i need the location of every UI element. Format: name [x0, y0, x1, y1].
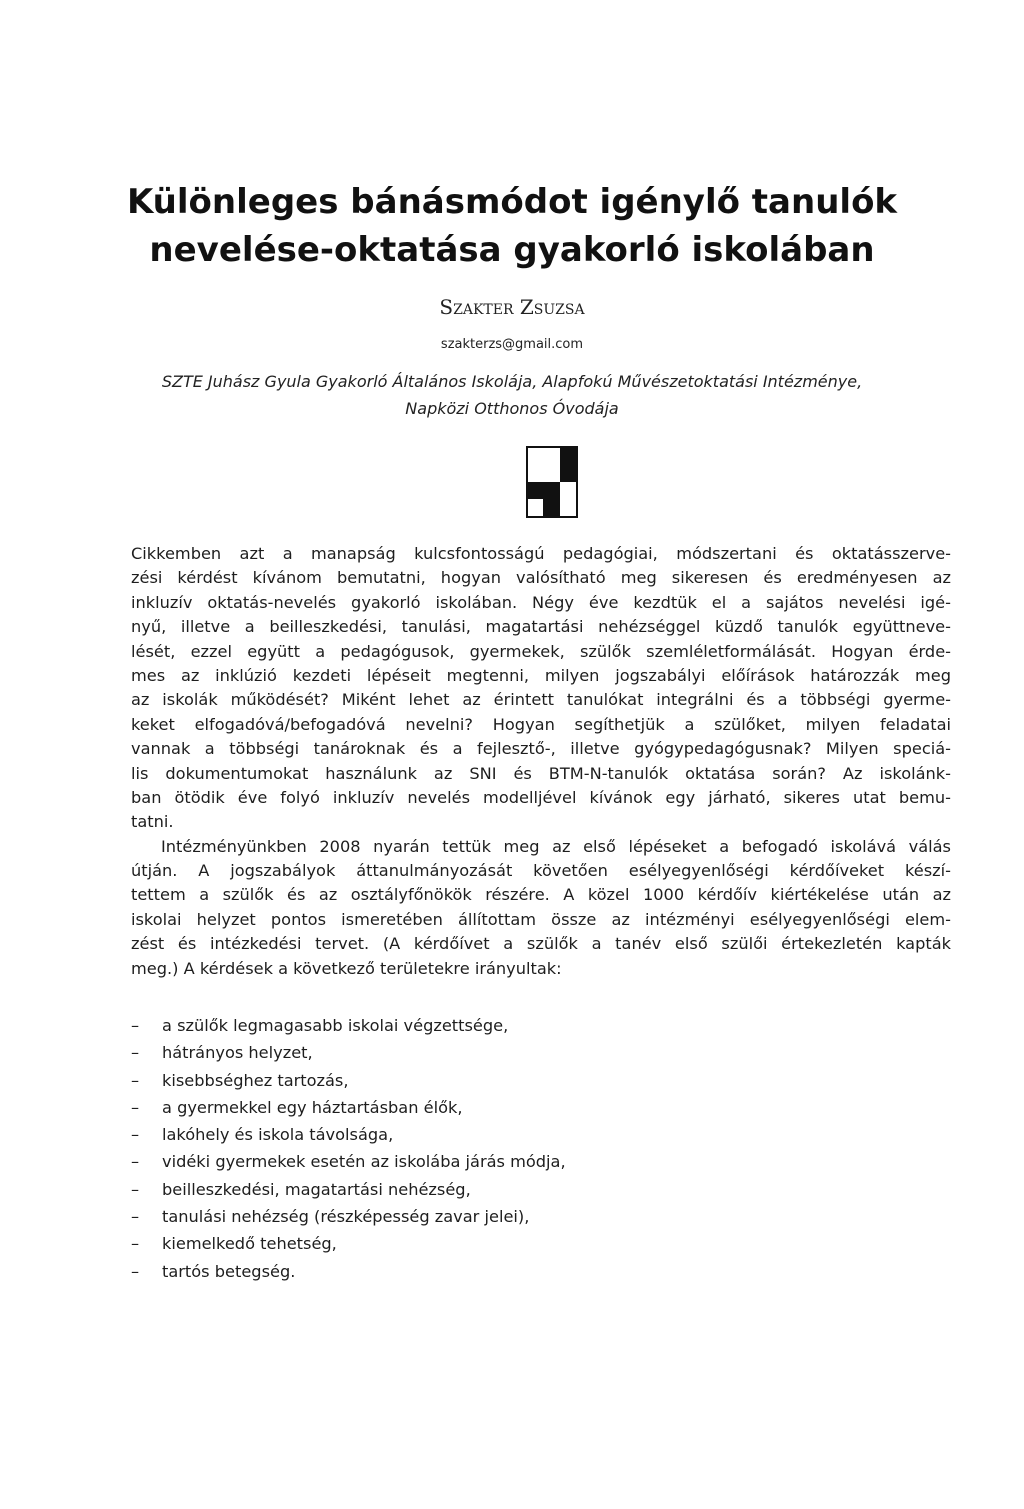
list-bullet: – — [131, 1207, 140, 1227]
question-topics-list — [131, 1012, 831, 1285]
text-line: meg.) A kérdések a következő területekre irányultak: — [131, 958, 562, 978]
text-line: Intézményünkben 2008 nyarán tettük meg az első lépéseket a befogadó iskolává válás — [161, 836, 951, 856]
list-item — [131, 1121, 831, 1148]
text-line: ban ötödik éve folyó inkluzív nevelés modelljével kívánok egy járható, sikeres utat bemu- — [131, 787, 951, 807]
article-title-line-2: nevelése-oktatása gyakorló iskolában — [149, 230, 875, 270]
list-bullet: – — [131, 1070, 140, 1090]
journal-logo-icon — [526, 446, 578, 518]
list-bullet: – — [131, 1152, 140, 1172]
text-line: tatni. — [131, 812, 174, 832]
text-line: mes az inklúzió kezdeti lépéseit megtenni, milyen jogszabályi előírások határozzák meg — [131, 665, 951, 685]
text-line: inkluzív oktatás-nevelés gyakorló iskolában. Négy éve kezdtük el a sajátos nevelési igé- — [131, 592, 951, 612]
list-item — [131, 1258, 831, 1285]
abstract-paragraph — [131, 542, 951, 835]
text-line: vannak a többségi tanároknak és a fejlesztő-, illetve gyógypedagógusnak? Milyen speciá- — [131, 739, 951, 759]
affiliation-line-1: SZTE Juhász Gyula Gyakorló Általános Iskolája, Alapfokú Művészetoktatási Intézménye, — [161, 372, 863, 391]
list-item-text: a gyermekkel egy háztartásban élők, — [162, 1097, 463, 1117]
list-item — [131, 1094, 831, 1121]
author-email: szakterzs@gmail.com — [440, 337, 584, 352]
list-bullet: – — [131, 1179, 140, 1199]
list-bullet: – — [131, 1261, 140, 1281]
list-item — [131, 1203, 831, 1230]
author-name: Szakter Zsuzsa — [439, 295, 585, 319]
list-item-text: tartós betegség. — [162, 1261, 296, 1281]
list-bullet: – — [131, 1043, 140, 1063]
list-item — [131, 1039, 831, 1066]
list-item-text: vidéki gyermekek esetén az iskolába járás módja, — [162, 1152, 566, 1172]
text-line: nyű, illetve a beilleszkedési, tanulási, magatartási nehézséggel küzdő tanulók együttneve- — [131, 617, 951, 637]
list-bullet: – — [131, 1125, 140, 1145]
list-item — [131, 1176, 831, 1203]
affiliation — [100, 368, 924, 422]
body-paragraph — [131, 835, 951, 981]
text-line: iskolai helyzet pontos ismeretében állítottam össze az intézményi esélyegyenlőségi elem- — [131, 909, 951, 929]
text-line: Cikkemben azt a manapság kulcsfontosságú pedagógiai, módszertani és oktatásszerve- — [131, 544, 951, 563]
text-line: zési kérdést kívánom bemutatni, hogyan valósítható meg sikeresen és eredményesen az — [131, 568, 951, 588]
list-item — [131, 1230, 831, 1257]
text-line: útján. A jogszabályok áttanulmányozását követően esélyegyenlőségi kérdőíveket készí- — [131, 861, 951, 881]
list-item-text: kiemelkedő tehetség, — [162, 1234, 337, 1254]
list-bullet: – — [131, 1016, 140, 1035]
article-body — [131, 542, 951, 981]
text-line: zést és intézkedési tervet. (A kérdőívet a szülők a tanév első szülői értekezletén kapták — [131, 934, 951, 954]
text-line: lését, ezzel együtt a pedagógusok, gyermekek, szülők szemléletformálását. Hogyan érde- — [131, 641, 951, 661]
list-item — [131, 1012, 831, 1039]
list-item-text: tanulási nehézség (részképesség zavar jelei), — [162, 1207, 530, 1227]
list-item-text: a szülők legmagasabb iskolai végzettsége, — [162, 1016, 509, 1035]
list-item-text: beilleszkedési, magatartási nehézség, — [162, 1179, 471, 1199]
list-bullet: – — [131, 1097, 140, 1117]
list-item — [131, 1148, 831, 1175]
article-title-line-1: Különleges bánásmódot igénylő tanulók — [126, 182, 898, 222]
list-item-text: lakóhely és iskola távolsága, — [162, 1125, 394, 1145]
text-line: keket elfogadóvá/befogadóvá nevelni? Hogyan segíthetjük a szülőket, milyen feladatai — [131, 714, 951, 734]
text-line: az iskolák működését? Miként lehet az érintett tanulókat integrálni és a többségi gyerme- — [131, 690, 951, 710]
text-line: lis dokumentumokat használunk az SNI és BTM-N-tanulók oktatása során? Az iskolánk- — [131, 763, 951, 783]
list-item-text: hátrányos helyzet, — [162, 1043, 313, 1063]
text-line: tettem a szülők és az osztályfőnökök részére. A közel 1000 kérdőív kiértékelése után az — [131, 885, 951, 905]
affiliation-line-2: Napközi Otthonos Óvodája — [405, 399, 619, 418]
list-bullet: – — [131, 1234, 140, 1254]
list-item-text: kisebbséghez tartozás, — [162, 1070, 349, 1090]
list-item — [131, 1067, 831, 1094]
article-title — [120, 178, 904, 274]
